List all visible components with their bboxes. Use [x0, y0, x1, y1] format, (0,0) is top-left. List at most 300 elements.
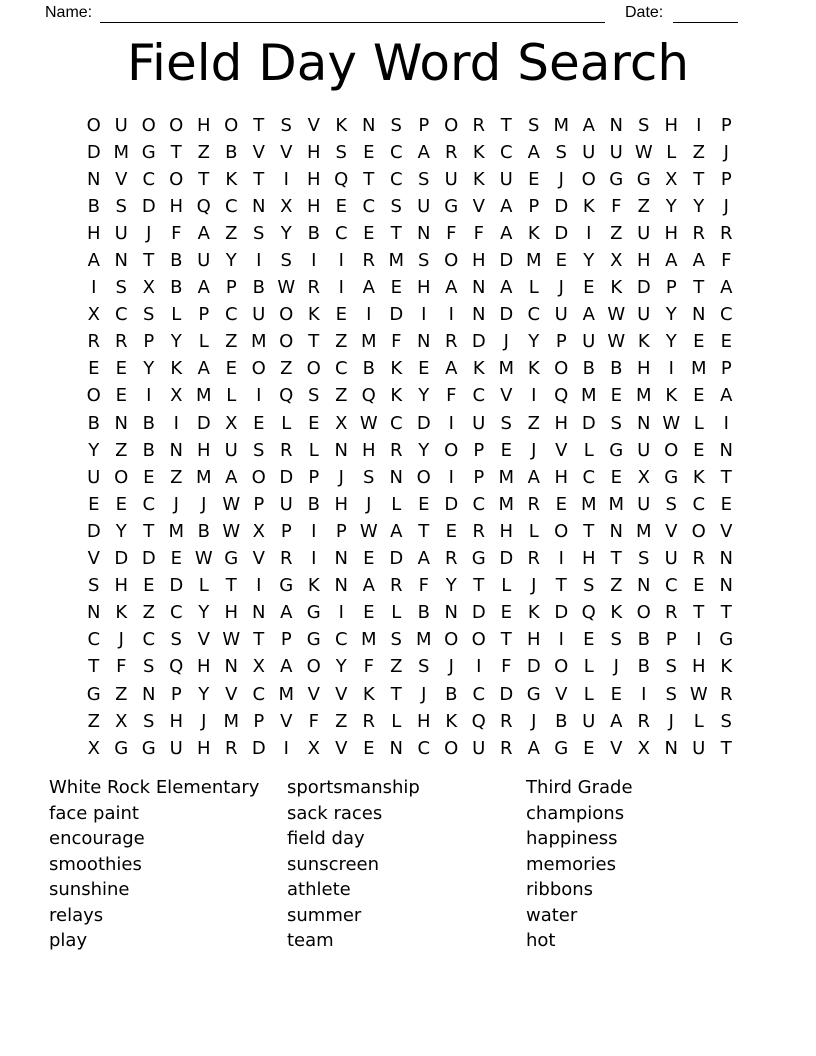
- grid-cell-r4c6: C: [224, 195, 238, 217]
- grid-cell-r11c2: E: [115, 385, 127, 407]
- grid-cell-r24c13: C: [417, 737, 431, 759]
- grid-cell-r6c2: N: [114, 250, 128, 272]
- grid-cell-r23c1: Z: [87, 710, 100, 732]
- grid-cell-r16c22: V: [665, 520, 678, 542]
- grid-cell-r15c12: L: [391, 493, 402, 515]
- grid-cell-r22c20: E: [610, 683, 622, 705]
- grid-cell-r3c3: C: [142, 168, 156, 190]
- grid-cell-r3c15: K: [472, 168, 485, 190]
- grid-cell-r10c14: A: [445, 358, 458, 380]
- grid-cell-r20c3: C: [142, 629, 156, 651]
- grid-cell-r1c20: N: [609, 114, 623, 136]
- grid-cell-r14c24: T: [720, 466, 732, 488]
- grid-cell-r20c11: M: [360, 629, 377, 651]
- grid-cell-r17c13: A: [417, 548, 430, 570]
- grid-cell-r4c2: S: [115, 195, 127, 217]
- grid-cell-r6c11: R: [362, 250, 375, 272]
- grid-cell-r18c1: S: [88, 575, 100, 597]
- grid-cell-r19c7: N: [252, 602, 266, 624]
- grid-cell-r5c11: E: [363, 222, 375, 244]
- grid-cell-r24c21: X: [637, 737, 650, 759]
- grid-cell-r14c12: N: [389, 466, 403, 488]
- grid-cell-r8c24: C: [719, 304, 733, 326]
- grid-cell-r2c19: U: [582, 141, 596, 163]
- grid-cell-r20c16: T: [500, 629, 512, 651]
- grid-cell-r12c12: C: [389, 412, 403, 434]
- grid-cell-r16c24: V: [720, 520, 733, 542]
- grid-cell-r2c11: E: [363, 141, 375, 163]
- grid-cell-r4c12: S: [390, 195, 402, 217]
- date-input-line[interactable]: [673, 2, 738, 23]
- word-list-item: happiness: [526, 828, 618, 849]
- grid-cell-r19c4: C: [169, 602, 183, 624]
- grid-cell-r13c3: B: [142, 439, 155, 461]
- grid-cell-r20c24: G: [719, 629, 734, 651]
- grid-cell-r5c8: Y: [280, 222, 292, 244]
- grid-cell-r21c4: Q: [169, 656, 184, 678]
- name-input-line[interactable]: [100, 2, 605, 23]
- grid-cell-r9c23: E: [693, 331, 705, 353]
- word-list-item: ribbons: [526, 879, 594, 900]
- grid-cell-r20c5: V: [197, 629, 210, 651]
- grid-cell-r5c9: B: [307, 222, 320, 244]
- grid-cell-r17c16: D: [499, 548, 514, 570]
- grid-cell-r13c5: H: [196, 439, 211, 461]
- word-list-item: champions: [526, 802, 625, 824]
- grid-cell-r8c8: O: [279, 304, 294, 326]
- grid-cell-r24c6: R: [224, 737, 238, 759]
- grid-cell-r22c3: N: [142, 683, 156, 705]
- grid-cell-r6c22: A: [665, 250, 678, 272]
- grid-cell-r7c16: A: [500, 277, 513, 299]
- grid-cell-r23c14: K: [445, 710, 458, 732]
- grid-cell-r23c20: A: [610, 710, 623, 732]
- grid-cell-r14c2: O: [114, 466, 129, 488]
- word-list-item: relays: [49, 904, 104, 926]
- grid-cell-r5c6: Z: [225, 222, 238, 244]
- grid-cell-r20c22: P: [665, 629, 677, 651]
- grid-cell-r19c6: H: [224, 602, 239, 624]
- grid-cell-r1c5: H: [196, 114, 211, 136]
- grid-cell-r16c12: A: [390, 520, 403, 542]
- grid-cell-r2c18: S: [555, 141, 567, 163]
- grid-cell-r8c10: E: [335, 304, 347, 326]
- grid-cell-r9c21: K: [637, 331, 650, 353]
- grid-cell-r14c9: P: [308, 466, 320, 488]
- grid-cell-r8c6: C: [224, 304, 238, 326]
- grid-cell-r9c4: Y: [170, 331, 182, 353]
- grid-cell-r22c18: V: [555, 683, 568, 705]
- grid-cell-r15c15: C: [472, 493, 486, 515]
- grid-cell-r4c22: Y: [665, 195, 677, 217]
- grid-cell-r20c2: J: [118, 629, 124, 651]
- grid-cell-r12c1: B: [87, 412, 100, 434]
- grid-cell-r21c24: K: [720, 656, 733, 678]
- grid-cell-r17c9: I: [311, 548, 317, 570]
- grid-cell-r6c17: M: [525, 250, 542, 272]
- word-list-item: sunshine: [49, 879, 130, 900]
- grid-cell-r16c9: I: [311, 520, 317, 542]
- grid-cell-r18c19: S: [583, 575, 595, 597]
- grid-cell-r5c19: I: [586, 222, 592, 244]
- grid-cell-r9c22: Y: [665, 331, 677, 353]
- grid-cell-r5c24: R: [719, 222, 733, 244]
- grid-cell-r20c8: P: [280, 629, 292, 651]
- grid-cell-r18c14: Y: [445, 575, 457, 597]
- grid-cell-r10c17: K: [527, 358, 540, 380]
- grid-cell-r16c2: Y: [115, 520, 127, 542]
- grid-cell-r17c19: H: [581, 548, 596, 570]
- grid-cell-r9c15: D: [471, 331, 486, 353]
- grid-cell-r5c16: A: [500, 222, 513, 244]
- grid-cell-r1c7: T: [253, 114, 265, 136]
- grid-cell-r10c9: O: [306, 358, 321, 380]
- grid-cell-r15c8: U: [279, 493, 293, 515]
- grid-cell-r19c18: D: [554, 602, 569, 624]
- grid-cell-r5c5: A: [197, 222, 210, 244]
- grid-cell-r21c11: F: [363, 656, 374, 678]
- grid-cell-r2c10: S: [335, 141, 347, 163]
- grid-cell-r8c19: A: [582, 304, 595, 326]
- grid-cell-r15c16: M: [498, 493, 515, 515]
- grid-cell-r19c10: I: [338, 602, 344, 624]
- grid-cell-r13c19: L: [583, 439, 594, 461]
- grid-cell-r21c21: B: [637, 656, 650, 678]
- grid-cell-r6c16: D: [499, 250, 514, 272]
- grid-cell-r9c18: P: [555, 331, 567, 353]
- grid-cell-r12c5: D: [196, 412, 211, 434]
- grid-cell-r11c21: M: [635, 385, 652, 407]
- grid-cell-r11c20: E: [610, 385, 622, 407]
- word-list-item: sportsmanship: [287, 777, 420, 798]
- grid-cell-r14c4: Z: [170, 466, 183, 488]
- grid-cell-r3c24: P: [720, 168, 732, 190]
- grid-cell-r24c9: X: [307, 737, 320, 759]
- grid-cell-r7c6: P: [225, 277, 237, 299]
- grid-cell-r2c2: M: [113, 141, 130, 163]
- grid-cell-r4c13: U: [417, 195, 431, 217]
- grid-cell-r23c10: Z: [335, 710, 348, 732]
- grid-cell-r1c12: S: [390, 114, 402, 136]
- grid-cell-r20c7: T: [253, 629, 265, 651]
- grid-cell-r8c13: I: [421, 304, 427, 326]
- grid-cell-r8c11: I: [366, 304, 372, 326]
- grid-cell-r10c18: O: [554, 358, 569, 380]
- grid-cell-r12c15: U: [472, 412, 486, 434]
- grid-cell-r18c16: L: [501, 575, 512, 597]
- grid-cell-r16c20: N: [609, 520, 623, 542]
- grid-cell-r8c15: N: [472, 304, 486, 326]
- grid-cell-r15c10: H: [334, 493, 349, 515]
- grid-cell-r23c5: J: [201, 710, 207, 732]
- grid-cell-r18c6: T: [225, 575, 237, 597]
- grid-cell-r17c6: G: [224, 548, 239, 570]
- grid-cell-r24c15: U: [472, 737, 486, 759]
- grid-cell-r13c18: V: [555, 439, 568, 461]
- grid-cell-r7c8: W: [277, 277, 296, 299]
- grid-cell-r23c7: P: [253, 710, 265, 732]
- grid-cell-r3c23: T: [693, 168, 705, 190]
- grid-cell-r11c17: I: [531, 385, 537, 407]
- grid-cell-r5c4: F: [171, 222, 182, 244]
- grid-cell-r10c16: M: [498, 358, 515, 380]
- grid-cell-r20c14: O: [444, 629, 459, 651]
- grid-cell-r5c7: S: [253, 222, 265, 244]
- grid-cell-r16c7: X: [252, 520, 265, 542]
- grid-cell-r17c12: D: [389, 548, 404, 570]
- grid-cell-r12c6: X: [225, 412, 238, 434]
- grid-cell-r21c15: I: [476, 656, 482, 678]
- grid-cell-r17c2: D: [114, 548, 129, 570]
- grid-cell-r5c22: H: [664, 222, 679, 244]
- grid-cell-r15c7: P: [253, 493, 265, 515]
- grid-cell-r13c15: P: [473, 439, 485, 461]
- grid-cell-r10c5: A: [197, 358, 210, 380]
- grid-cell-r17c24: N: [719, 548, 733, 570]
- grid-cell-r24c18: G: [554, 737, 569, 759]
- grid-cell-r15c22: S: [665, 493, 677, 515]
- grid-cell-r6c19: Y: [583, 250, 595, 272]
- grid-cell-r4c10: E: [335, 195, 347, 217]
- grid-cell-r6c9: I: [311, 250, 317, 272]
- grid-cell-r12c14: I: [448, 412, 454, 434]
- grid-cell-r19c12: L: [391, 602, 402, 624]
- grid-cell-r5c17: K: [527, 222, 540, 244]
- grid-cell-r13c22: O: [664, 439, 679, 461]
- grid-cell-r22c5: Y: [198, 683, 210, 705]
- grid-cell-r5c10: C: [334, 222, 348, 244]
- grid-cell-r12c13: D: [416, 412, 431, 434]
- grid-cell-r15c13: E: [418, 493, 430, 515]
- grid-cell-r14c21: X: [637, 466, 650, 488]
- grid-cell-r3c12: C: [389, 168, 403, 190]
- grid-cell-r20c23: I: [696, 629, 702, 651]
- grid-cell-r23c8: V: [280, 710, 293, 732]
- grid-cell-r9c8: O: [279, 331, 294, 353]
- grid-cell-r20c19: E: [583, 629, 595, 651]
- grid-cell-r2c23: Z: [692, 141, 705, 163]
- grid-cell-r20c13: M: [415, 629, 432, 651]
- grid-cell-r23c9: F: [308, 710, 319, 732]
- grid-cell-r5c14: F: [446, 222, 457, 244]
- grid-cell-r20c10: C: [334, 629, 348, 651]
- grid-cell-r12c4: I: [173, 412, 179, 434]
- grid-cell-r24c5: H: [196, 737, 211, 759]
- grid-cell-r12c24: I: [723, 412, 729, 434]
- date-label: Date:: [625, 4, 664, 21]
- grid-cell-r18c22: C: [664, 575, 678, 597]
- grid-cell-r14c22: G: [664, 466, 679, 488]
- grid-cell-r20c9: G: [306, 629, 321, 651]
- grid-cell-r11c24: A: [720, 385, 733, 407]
- word-list: [0, 775, 816, 965]
- grid-cell-r21c20: J: [613, 656, 619, 678]
- grid-cell-r11c11: Q: [361, 385, 376, 407]
- grid-cell-r21c5: H: [196, 656, 211, 678]
- grid-cell-r9c19: U: [582, 331, 596, 353]
- grid-cell-r24c12: N: [389, 737, 403, 759]
- grid-cell-r12c11: W: [359, 412, 378, 434]
- grid-cell-r17c22: U: [664, 548, 678, 570]
- grid-cell-r7c7: B: [252, 277, 265, 299]
- grid-cell-r15c1: E: [88, 493, 100, 515]
- word-list-item: smoothies: [49, 853, 142, 875]
- grid-cell-r20c6: W: [222, 629, 241, 651]
- grid-cell-r12c9: E: [308, 412, 320, 434]
- grid-cell-r5c1: H: [86, 222, 101, 244]
- grid-cell-r4c21: Z: [637, 195, 650, 217]
- grid-cell-r11c19: M: [580, 385, 597, 407]
- grid-cell-r7c14: A: [445, 277, 458, 299]
- grid-cell-r10c3: Y: [143, 358, 155, 380]
- grid-cell-r19c20: K: [610, 602, 623, 624]
- grid-cell-r9c5: L: [198, 331, 209, 353]
- grid-cell-r8c22: Y: [665, 304, 677, 326]
- grid-cell-r2c12: C: [389, 141, 403, 163]
- grid-cell-r13c16: E: [500, 439, 512, 461]
- grid-cell-r21c23: H: [691, 656, 706, 678]
- grid-cell-r1c22: H: [664, 114, 679, 136]
- grid-cell-r8c23: N: [692, 304, 706, 326]
- grid-cell-r8c17: C: [527, 304, 541, 326]
- grid-cell-r6c5: U: [197, 250, 211, 272]
- grid-cell-r1c11: N: [362, 114, 376, 136]
- grid-cell-r22c2: Z: [115, 683, 128, 705]
- grid-cell-r22c16: D: [499, 683, 514, 705]
- grid-cell-r14c15: P: [473, 466, 485, 488]
- grid-cell-r24c22: N: [664, 737, 678, 759]
- grid-cell-r9c16: J: [503, 331, 509, 353]
- grid-cell-r12c17: Z: [527, 412, 540, 434]
- grid-cell-r9c17: Y: [528, 331, 540, 353]
- grid-cell-r3c13: S: [418, 168, 430, 190]
- grid-cell-r21c2: F: [116, 656, 127, 678]
- grid-cell-r15c4: J: [173, 493, 179, 515]
- grid-cell-r10c22: I: [668, 358, 674, 380]
- grid-cell-r9c24: E: [720, 331, 732, 353]
- grid-cell-r13c9: L: [308, 439, 319, 461]
- grid-cell-r15c14: D: [444, 493, 459, 515]
- grid-cell-r24c20: V: [610, 737, 623, 759]
- grid-cell-r4c8: X: [280, 195, 293, 217]
- grid-cell-r19c15: D: [471, 602, 486, 624]
- grid-cell-r8c21: U: [637, 304, 651, 326]
- grid-cell-r2c16: C: [499, 141, 513, 163]
- grid-cell-r8c1: X: [87, 304, 100, 326]
- grid-cell-r10c24: P: [720, 358, 732, 380]
- grid-cell-r21c7: X: [252, 656, 265, 678]
- grid-cell-r24c23: U: [692, 737, 706, 759]
- word-list-item: sack races: [287, 802, 383, 824]
- grid-cell-r11c3: I: [146, 385, 152, 407]
- grid-cell-r10c4: K: [170, 358, 183, 380]
- grid-cell-r24c8: I: [283, 737, 289, 759]
- grid-cell-r3c6: K: [225, 168, 238, 190]
- grid-cell-r16c8: P: [280, 520, 292, 542]
- grid-cell-r23c16: R: [499, 710, 513, 732]
- grid-cell-r23c13: H: [416, 710, 431, 732]
- grid-cell-r7c20: K: [610, 277, 623, 299]
- grid-cell-r15c9: B: [307, 493, 320, 515]
- grid-cell-r4c20: F: [611, 195, 622, 217]
- grid-cell-r12c7: E: [253, 412, 265, 434]
- grid-cell-r11c10: Z: [335, 385, 348, 407]
- grid-cell-r7c13: H: [416, 277, 431, 299]
- grid-cell-r22c22: S: [665, 683, 677, 705]
- grid-cell-r18c20: Z: [610, 575, 623, 597]
- grid-cell-r14c17: A: [527, 466, 540, 488]
- grid-cell-r14c13: O: [416, 466, 431, 488]
- grid-cell-r6c7: I: [256, 250, 262, 272]
- grid-cell-r1c24: P: [720, 114, 732, 136]
- grid-cell-r19c22: R: [664, 602, 678, 624]
- grid-cell-r7c4: B: [170, 277, 183, 299]
- grid-cell-r10c15: K: [472, 358, 485, 380]
- grid-cell-r12c21: N: [637, 412, 651, 434]
- grid-cell-r15c20: M: [608, 493, 625, 515]
- grid-cell-r10c1: E: [88, 358, 100, 380]
- grid-cell-r3c21: G: [636, 168, 651, 190]
- grid-cell-r2c15: K: [472, 141, 485, 163]
- grid-cell-r11c23: E: [693, 385, 705, 407]
- grid-cell-r1c13: P: [418, 114, 430, 136]
- grid-cell-r18c9: K: [307, 575, 320, 597]
- grid-cell-r24c7: D: [251, 737, 266, 759]
- grid-cell-r14c23: K: [692, 466, 705, 488]
- grid-cell-r7c22: P: [665, 277, 677, 299]
- grid-cell-r23c15: Q: [471, 710, 486, 732]
- grid-cell-r10c10: C: [334, 358, 348, 380]
- grid-cell-r17c10: N: [334, 548, 348, 570]
- grid-cell-r14c14: I: [448, 466, 454, 488]
- grid-cell-r23c4: H: [169, 710, 184, 732]
- grid-cell-r9c1: R: [87, 331, 100, 353]
- grid-cell-r15c3: C: [142, 493, 156, 515]
- grid-cell-r8c12: D: [389, 304, 404, 326]
- grid-cell-r3c1: N: [87, 168, 101, 190]
- grid-cell-r2c7: V: [252, 141, 265, 163]
- grid-cell-r6c3: T: [143, 250, 155, 272]
- grid-cell-r19c21: O: [636, 602, 651, 624]
- word-list-column-1: [49, 775, 259, 954]
- grid-cell-r4c16: A: [500, 195, 513, 217]
- grid-cell-r13c4: N: [169, 439, 183, 461]
- grid-cell-r9c6: Z: [225, 331, 238, 353]
- grid-cell-r2c8: V: [280, 141, 293, 163]
- grid-cell-r9c9: T: [308, 331, 320, 353]
- grid-cell-r13c1: Y: [88, 439, 100, 461]
- grid-cell-r14c19: C: [582, 466, 596, 488]
- grid-cell-r15c6: W: [222, 493, 241, 515]
- word-list-item: water: [526, 904, 578, 926]
- grid-cell-r17c11: E: [363, 548, 375, 570]
- grid-cell-r8c3: S: [143, 304, 155, 326]
- grid-cell-r4c15: V: [472, 195, 485, 217]
- grid-cell-r18c17: J: [531, 575, 537, 597]
- grid-cell-r8c16: D: [499, 304, 514, 326]
- grid-cell-r11c12: K: [390, 385, 403, 407]
- grid-cell-r7c15: N: [472, 277, 486, 299]
- grid-cell-r17c4: E: [170, 548, 182, 570]
- grid-cell-r21c22: S: [665, 656, 677, 678]
- word-list-item: hot: [526, 930, 556, 951]
- grid-cell-r17c20: T: [610, 548, 622, 570]
- grid-cell-r8c14: I: [448, 304, 454, 326]
- grid-cell-r3c22: X: [665, 168, 678, 190]
- grid-cell-r5c2: U: [114, 222, 128, 244]
- grid-cell-r20c17: H: [526, 629, 541, 651]
- grid-cell-r17c17: R: [527, 548, 540, 570]
